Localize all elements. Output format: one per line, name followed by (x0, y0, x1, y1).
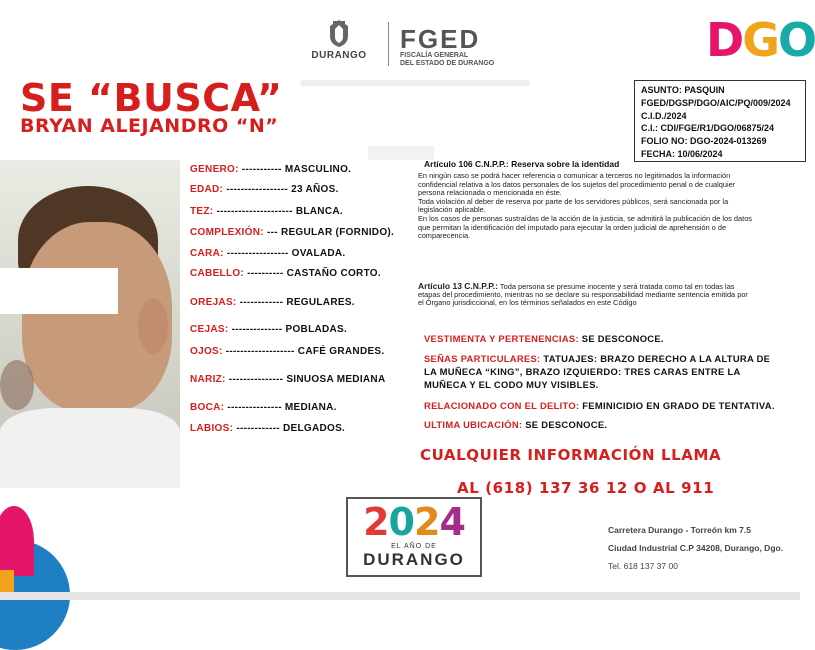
article-106-body (418, 172, 803, 241)
description-value: MEDIANA. (284, 402, 337, 413)
description-value: CAFÉ GRANDES. (297, 346, 385, 357)
description-dots: -------------- (231, 324, 283, 335)
article-13-line-3: el Órgano jurisdiccional, en los términos señalados en este Código (418, 298, 637, 308)
year-of-durango-logo (346, 497, 482, 577)
article-13-line-1: Toda persona se presume inocente y será tratada como tal en todas las (499, 282, 735, 291)
year-digit-3: 2 (414, 500, 440, 544)
marks-value-2: LA MUÑECA “KING”, BRAZO IZQUIERDO: TRES CARAS ENTRE LA (424, 366, 741, 377)
contact-call-to-action: CUALQUIER INFORMACIÓN LLAMA (420, 446, 722, 464)
durango-logo-text: DURANGO (311, 50, 367, 61)
description-label: BOCA: (190, 402, 225, 413)
article-106-line: persona relacionada o mencionada en éste. (418, 188, 562, 198)
description-value: CASTAÑO CORTO. (286, 268, 381, 279)
suspect-photo (0, 160, 180, 483)
description-dots: --- (266, 227, 278, 238)
decorative-shape-pink (0, 506, 34, 576)
case-info-box (634, 80, 806, 162)
header-divider (300, 80, 530, 86)
article-13-line-2: etapas del procedimiento, mientras no se declare su responsabilidad mediante sentencia emitida por (418, 289, 748, 299)
description-value: DELGADOS. (282, 423, 346, 434)
description-dots: ----------------- (226, 248, 289, 259)
clothing-value: SE DESCONOCE. (581, 333, 664, 344)
description-label: NARIZ: (190, 374, 226, 385)
description-dots: ------------------- (225, 346, 295, 357)
description-dots: --------------- (227, 402, 282, 413)
year-digit-1: 2 (363, 500, 389, 544)
year-digit-4: 4 (439, 500, 465, 544)
description-value: POBLADAS. (285, 324, 348, 335)
header-gray-bar (368, 146, 434, 160)
description-dots: --------------- (228, 374, 284, 385)
crime-value: FEMINICIDIO EN GRADO DE TENTATIVA. (582, 400, 775, 411)
description-dots: ------------ (236, 423, 280, 434)
clothing-info (424, 333, 664, 344)
fged-subtitle-2: DEL ESTADO DE DURANGO (400, 60, 495, 67)
address-phone: Tel. 618 137 37 00 (608, 561, 678, 571)
article-13-title: Artículo 13 C.N.P.P.: (418, 281, 498, 291)
article-106-title: Artículo 106 C.N.P.P.: Reserva sobre la identidad (424, 159, 620, 169)
year-digit-2: 0 (388, 500, 414, 544)
description-label: EDAD: (190, 184, 224, 195)
article-106-line: comparecencia. (418, 231, 471, 241)
address-line-2: Ciudad Industrial C.P 34208, Durango, Dgo. (608, 543, 784, 553)
description-label: CEJAS: (190, 324, 229, 335)
durango-state-logo (300, 18, 378, 70)
coat-of-arms-icon (324, 18, 354, 48)
description-dots: ---------- (247, 268, 284, 279)
description-dots: ----------------- (226, 184, 288, 195)
eye-censor-bar (0, 268, 118, 314)
case-folio: FOLIO NO: DGO-2024-013269 (641, 136, 767, 147)
page-title: SE “BUSCA” (20, 76, 283, 120)
description-label: GENERO: (190, 164, 239, 175)
article-106-line: legislación aplicable. (418, 205, 486, 215)
article-106-line: En ningún caso se podrá hacer referencia o comunicar a terceros no legitimados la información (418, 171, 731, 180)
case-cid: C.I.D./2024 (641, 110, 687, 121)
description-value: MASCULINO. (284, 164, 352, 175)
case-ci: C.I.: CDI/FGE/R1/DGO/06875/24 (641, 123, 775, 134)
fged-subtitle-1: FISCALÍA GENERAL (400, 52, 469, 59)
description-row (190, 324, 347, 335)
description-row (190, 227, 394, 238)
article-106-line: que permitan la identificación del imputado para ejecutar la orden judicial de aprehensión o de (418, 222, 727, 232)
description-label: TEZ: (190, 206, 214, 217)
year-logo-subtitle: EL AÑO DE (391, 543, 437, 550)
dgo-letter-o: O (777, 13, 815, 67)
description-label: LABIOS: (190, 423, 234, 434)
description-value: REGULARES. (286, 297, 355, 308)
description-row (190, 297, 355, 308)
case-asunto: ASUNTO: PASQUIN (641, 85, 725, 95)
description-label: OJOS: (190, 346, 223, 357)
marks-value-1: TATUAJES: BRAZO DERECHO A LA ALTURA DE (543, 353, 771, 364)
description-value: REGULAR (FORNIDO). (280, 227, 395, 238)
contact-phone-numbers[interactable]: AL (618) 137 36 12 O AL 911 (457, 479, 715, 497)
description-row (190, 374, 385, 385)
dgo-letter-d: D (706, 13, 743, 67)
description-value: 23 AÑOS. (291, 184, 339, 195)
location-label: ULTIMA UBICACIÓN: (424, 419, 523, 430)
description-dots: ----------- (241, 164, 282, 175)
year-2024-mark (348, 501, 480, 543)
fged-logo (400, 26, 494, 68)
crime-label: RELACIONADO CON EL DELITO: (424, 400, 580, 411)
wanted-person-name: BRYAN ALEJANDRO “N” (20, 115, 279, 137)
description-value: SINUOSA MEDIANA (286, 374, 386, 385)
description-row (190, 184, 339, 195)
location-info (424, 419, 607, 430)
clothing-label: VESTIMENTA Y PERTENENCIAS: (424, 333, 579, 344)
dgo-logo (706, 14, 815, 66)
description-label: CABELLO: (190, 268, 245, 279)
address-line-1: Carretera Durango - Torreón km 7.5 (608, 525, 751, 535)
bottom-bar (0, 592, 800, 600)
fged-title: FGED (400, 24, 481, 54)
description-value: OVALADA. (291, 248, 346, 259)
dgo-letter-g: G (742, 13, 778, 67)
case-fecha: FECHA: 10/06/2024 (641, 148, 723, 159)
description-label: CARA: (190, 248, 224, 259)
year-logo-word: DURANGO (363, 550, 465, 569)
marks-label: SEÑAS PARTICULARES: (424, 353, 541, 364)
description-label: COMPLEXIÓN: (190, 227, 264, 238)
article-13-body (418, 282, 803, 308)
description-label: OREJAS: (190, 297, 237, 308)
description-row (190, 423, 345, 434)
description-row (190, 268, 381, 279)
article-106-line: Toda violación al deber de reserva por parte de los servidores públicos, será sancionada por la (418, 196, 729, 206)
description-dots: ------------ (239, 297, 284, 308)
logo-divider (388, 22, 389, 66)
location-value: SE DESCONOCE. (525, 419, 608, 430)
article-106-line: confidencial relativa a los datos personales de los sujetos del procedimiento penal o de cualquier (418, 179, 736, 189)
description-row (190, 248, 346, 259)
description-value: BLANCA. (295, 206, 343, 217)
description-row (190, 164, 351, 175)
description-dots: --------------------- (216, 206, 293, 217)
crime-info (424, 400, 775, 411)
marks-info (424, 353, 770, 364)
case-reference: FGED/DGSP/DGO/AIC/PQ/009/2024 (641, 97, 791, 108)
marks-value-3: MUÑECA Y EL CODO MUY VISIBLES. (424, 379, 599, 390)
description-row (190, 206, 343, 217)
description-row (190, 402, 337, 413)
description-row (190, 346, 384, 357)
article-106-line: En los casos de personas sustraídas de la acción de la justicia, se admitirá la publicación de los datos (418, 213, 752, 223)
